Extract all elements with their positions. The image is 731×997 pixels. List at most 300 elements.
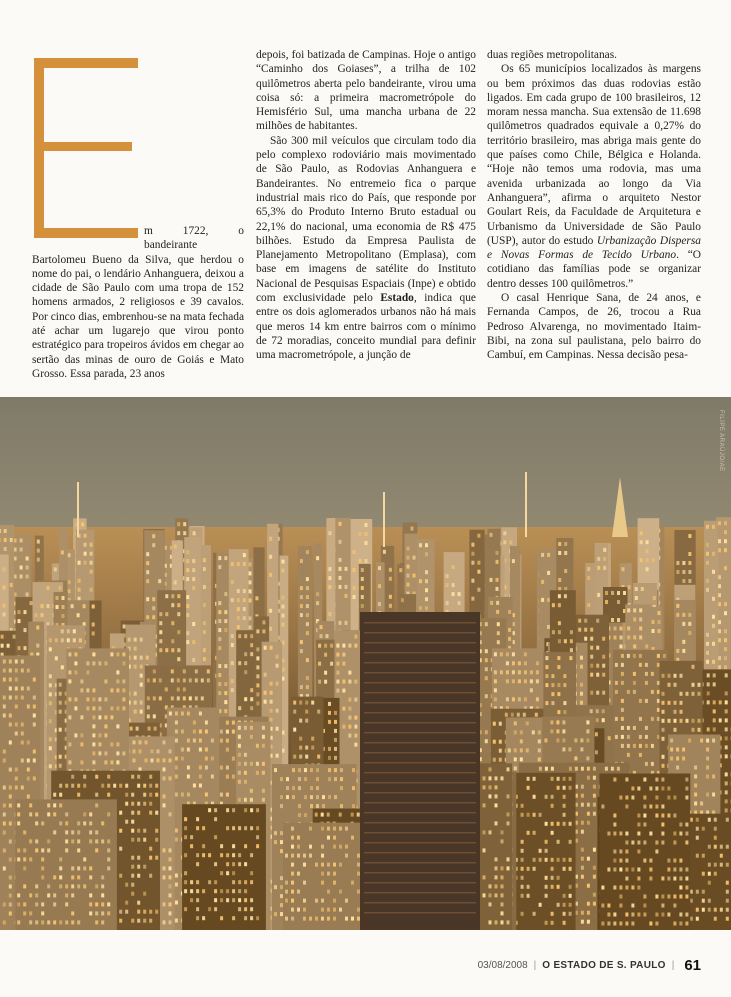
lit-window bbox=[365, 541, 368, 545]
lit-window bbox=[328, 585, 331, 589]
lit-window bbox=[300, 613, 303, 617]
lit-window bbox=[24, 628, 27, 632]
lit-window bbox=[712, 525, 715, 529]
lit-window bbox=[231, 643, 234, 647]
lit-window bbox=[158, 579, 161, 583]
article-column-2 bbox=[256, 48, 476, 363]
lit-window bbox=[218, 637, 221, 641]
lit-window bbox=[339, 558, 342, 562]
paragraph-couple: O casal Henrique Sana, de 24 anos, e Fernanda Campos, de 26, trocou a Rua Pedroso Alvarenga, no movimentado Itaim-Bibi, na zona sul paulistana, pelo bairro do Cambuí, em Campinas. Nessa decisão pesa- bbox=[487, 292, 701, 362]
lit-window bbox=[353, 595, 356, 599]
lit-window bbox=[590, 664, 593, 668]
lit-window bbox=[90, 561, 93, 565]
lit-window bbox=[602, 655, 605, 659]
lit-window bbox=[231, 634, 234, 638]
lit-window bbox=[186, 640, 189, 644]
lit-window bbox=[590, 628, 593, 632]
lit-window bbox=[712, 615, 715, 619]
lit-window bbox=[78, 588, 81, 592]
lit-window bbox=[339, 621, 342, 625]
lit-window bbox=[61, 550, 64, 554]
lit-window bbox=[186, 577, 189, 581]
lit-window bbox=[596, 664, 599, 668]
lit-window bbox=[90, 543, 93, 547]
lit-window bbox=[26, 557, 29, 561]
lit-window bbox=[300, 595, 303, 599]
lit-window bbox=[243, 562, 246, 566]
lit-window bbox=[345, 567, 348, 571]
lit-window bbox=[326, 634, 329, 638]
lit-window bbox=[282, 614, 285, 618]
lit-window bbox=[186, 631, 189, 635]
lit-window bbox=[7, 644, 10, 648]
lit-window bbox=[250, 697, 253, 701]
lit-window bbox=[590, 655, 593, 659]
lit-window bbox=[146, 615, 149, 619]
lit-window bbox=[306, 586, 309, 590]
lit-window bbox=[564, 542, 567, 546]
lit-window bbox=[706, 543, 709, 547]
lit-window bbox=[282, 605, 285, 609]
lit-window bbox=[37, 540, 40, 544]
lit-window bbox=[718, 620, 721, 624]
lit-window bbox=[146, 579, 149, 583]
lit-window bbox=[300, 640, 303, 644]
lit-window bbox=[78, 597, 81, 601]
lit-window bbox=[413, 574, 416, 578]
lit-window bbox=[383, 550, 386, 554]
lit-window bbox=[244, 634, 247, 638]
lit-window bbox=[578, 628, 581, 632]
lit-window bbox=[471, 597, 474, 601]
lit-window bbox=[706, 651, 709, 655]
lit-window bbox=[622, 567, 625, 571]
lit-window bbox=[458, 601, 461, 605]
lit-window bbox=[477, 588, 480, 592]
lit-window bbox=[389, 604, 392, 608]
lit-window bbox=[192, 640, 195, 644]
lit-window bbox=[92, 632, 95, 636]
lit-window bbox=[541, 598, 544, 602]
lit-window bbox=[345, 621, 348, 625]
lit-window bbox=[547, 598, 550, 602]
lit-window bbox=[68, 580, 71, 584]
lit-window bbox=[224, 619, 227, 623]
lit-window bbox=[249, 589, 252, 593]
lit-window bbox=[177, 522, 180, 526]
lit-window bbox=[90, 588, 93, 592]
lit-window bbox=[419, 606, 422, 610]
lit-window bbox=[617, 618, 620, 622]
lit-window bbox=[203, 657, 206, 661]
lit-window bbox=[359, 532, 362, 536]
lit-window bbox=[237, 562, 240, 566]
lit-window bbox=[18, 646, 21, 650]
lit-window bbox=[706, 660, 709, 664]
lit-window bbox=[706, 633, 709, 637]
lit-window bbox=[3, 568, 6, 572]
lit-window bbox=[35, 613, 38, 617]
lit-window bbox=[300, 649, 303, 653]
lit-window bbox=[682, 579, 685, 583]
lit-window bbox=[688, 552, 691, 556]
lit-window bbox=[243, 616, 246, 620]
lit-window bbox=[186, 613, 189, 617]
lit-window bbox=[584, 637, 587, 641]
lit-window bbox=[250, 652, 253, 656]
lit-window bbox=[13, 635, 16, 639]
lit-window bbox=[477, 534, 480, 538]
lit-window bbox=[688, 561, 691, 565]
lit-window bbox=[306, 631, 309, 635]
lit-window bbox=[41, 613, 44, 617]
lit-window bbox=[224, 664, 227, 668]
lit-window bbox=[3, 586, 6, 590]
lit-window bbox=[192, 622, 195, 626]
lit-window bbox=[316, 601, 319, 605]
lit-window bbox=[269, 537, 272, 541]
lit-window bbox=[237, 616, 240, 620]
lit-window bbox=[24, 610, 27, 614]
lit-window bbox=[706, 525, 709, 529]
lit-window bbox=[47, 604, 50, 608]
lit-window bbox=[218, 664, 221, 668]
article-column-3 bbox=[487, 48, 701, 363]
lit-window bbox=[496, 560, 499, 564]
lit-window bbox=[646, 567, 649, 571]
lit-window bbox=[0, 538, 1, 542]
lit-window bbox=[174, 580, 177, 584]
lit-window bbox=[306, 676, 309, 680]
lit-window bbox=[218, 628, 221, 632]
lit-window bbox=[378, 584, 381, 588]
lit-window bbox=[512, 559, 515, 563]
lit-window bbox=[193, 531, 196, 535]
lit-window bbox=[718, 593, 721, 597]
lit-window bbox=[419, 579, 422, 583]
lit-window bbox=[724, 566, 727, 570]
lit-window bbox=[353, 568, 356, 572]
lit-window bbox=[0, 529, 1, 533]
lit-window bbox=[407, 583, 410, 587]
lit-window bbox=[646, 549, 649, 553]
lit-window bbox=[558, 578, 561, 582]
lit-window bbox=[320, 625, 323, 629]
lit-window bbox=[218, 601, 221, 605]
lit-window bbox=[250, 634, 253, 638]
lit-window bbox=[186, 604, 189, 608]
lit-window bbox=[192, 586, 195, 590]
lit-window bbox=[54, 567, 57, 571]
lit-window bbox=[378, 602, 381, 606]
lit-window bbox=[177, 531, 180, 535]
lit-window bbox=[320, 634, 323, 638]
lit-window bbox=[646, 540, 649, 544]
lit-window bbox=[92, 605, 95, 609]
lit-window bbox=[724, 539, 727, 543]
lit-window bbox=[446, 574, 449, 578]
lit-window bbox=[218, 646, 221, 650]
lit-window bbox=[192, 658, 195, 662]
lit-window bbox=[603, 566, 606, 570]
lit-window bbox=[224, 556, 227, 560]
lit-window bbox=[596, 646, 599, 650]
lit-window bbox=[597, 557, 600, 561]
lit-window bbox=[183, 522, 186, 526]
lit-window bbox=[243, 589, 246, 593]
lit-window bbox=[353, 550, 356, 554]
lit-window bbox=[152, 534, 155, 538]
lit-window bbox=[718, 548, 721, 552]
lit-window bbox=[244, 661, 247, 665]
lit-window bbox=[306, 658, 309, 662]
lit-window bbox=[318, 680, 321, 684]
lit-window bbox=[628, 585, 631, 589]
lit-window bbox=[24, 646, 27, 650]
lit-window bbox=[249, 571, 252, 575]
lit-window bbox=[324, 653, 327, 657]
lit-window bbox=[300, 685, 303, 689]
lit-window bbox=[399, 568, 402, 572]
lit-window bbox=[203, 558, 206, 562]
lit-window bbox=[306, 622, 309, 626]
lit-window bbox=[243, 607, 246, 611]
lit-window bbox=[407, 556, 410, 560]
lit-window bbox=[146, 561, 149, 565]
lit-window bbox=[243, 553, 246, 557]
lit-window bbox=[724, 656, 727, 660]
lit-window bbox=[458, 592, 461, 596]
lit-window bbox=[339, 540, 342, 544]
lit-window bbox=[688, 534, 691, 538]
lit-window bbox=[84, 543, 87, 547]
lit-window bbox=[603, 548, 606, 552]
lit-window bbox=[316, 592, 319, 596]
lit-window bbox=[477, 561, 480, 565]
lit-window bbox=[620, 636, 623, 640]
lit-window bbox=[496, 551, 499, 555]
lit-window bbox=[452, 592, 455, 596]
lit-window bbox=[361, 595, 364, 599]
lit-window bbox=[718, 629, 721, 633]
lit-window bbox=[712, 624, 715, 628]
drop-cap-letter bbox=[32, 54, 140, 246]
lit-window bbox=[712, 552, 715, 556]
lit-window bbox=[718, 665, 721, 669]
lit-window bbox=[237, 625, 240, 629]
lit-window bbox=[20, 566, 23, 570]
lit-window bbox=[411, 527, 414, 531]
lit-window bbox=[706, 588, 709, 592]
lit-window bbox=[446, 601, 449, 605]
lit-window bbox=[84, 534, 87, 538]
lit-window bbox=[490, 578, 493, 582]
lit-window bbox=[152, 606, 155, 610]
lit-window bbox=[152, 543, 155, 547]
lit-window bbox=[26, 575, 29, 579]
city-skyline-illustration bbox=[0, 397, 731, 930]
lit-window bbox=[339, 567, 342, 571]
lit-window bbox=[724, 521, 727, 525]
lit-window bbox=[269, 609, 272, 613]
lit-window bbox=[306, 550, 309, 554]
lit-window bbox=[183, 531, 186, 535]
lit-window bbox=[603, 557, 606, 561]
lit-window bbox=[597, 566, 600, 570]
lit-window bbox=[36, 626, 39, 630]
lit-window bbox=[407, 547, 410, 551]
lit-window bbox=[425, 570, 428, 574]
lit-window bbox=[47, 586, 50, 590]
lit-window bbox=[446, 583, 449, 587]
lit-window bbox=[584, 619, 587, 623]
lit-window bbox=[186, 595, 189, 599]
lit-window bbox=[224, 682, 227, 686]
lit-window bbox=[724, 530, 727, 534]
lit-window bbox=[640, 540, 643, 544]
lit-window bbox=[425, 552, 428, 556]
lit-window bbox=[218, 673, 221, 677]
lit-window bbox=[237, 598, 240, 602]
lit-window bbox=[59, 586, 62, 590]
lit-window bbox=[123, 625, 126, 629]
lit-window bbox=[84, 561, 87, 565]
lit-window bbox=[186, 550, 189, 554]
lit-window bbox=[712, 660, 715, 664]
lit-window bbox=[676, 561, 679, 565]
lit-window bbox=[250, 643, 253, 647]
lit-window bbox=[425, 579, 428, 583]
lit-window bbox=[724, 611, 727, 615]
lit-window bbox=[324, 671, 327, 675]
lit-window bbox=[77, 613, 80, 617]
lit-window bbox=[4, 529, 7, 533]
lit-window bbox=[237, 607, 240, 611]
lit-window bbox=[724, 665, 727, 669]
lit-window bbox=[590, 646, 593, 650]
lit-window bbox=[620, 627, 623, 631]
lit-window bbox=[503, 540, 506, 544]
lit-window bbox=[203, 648, 206, 652]
lit-window bbox=[71, 604, 74, 608]
lit-window bbox=[30, 601, 33, 605]
lit-window bbox=[590, 673, 593, 677]
lit-window bbox=[605, 600, 608, 604]
drop-cap-e-shape bbox=[32, 54, 140, 246]
lit-window bbox=[244, 670, 247, 674]
lit-window bbox=[90, 570, 93, 574]
lit-window bbox=[477, 570, 480, 574]
lit-window bbox=[4, 547, 7, 551]
lit-window bbox=[238, 706, 241, 710]
lit-window bbox=[365, 532, 368, 536]
lit-window bbox=[623, 591, 626, 595]
lit-window bbox=[1, 644, 4, 648]
lit-window bbox=[389, 595, 392, 599]
lit-window bbox=[365, 523, 368, 527]
lit-window bbox=[231, 679, 234, 683]
lit-window bbox=[596, 673, 599, 677]
lit-window bbox=[724, 548, 727, 552]
lit-window bbox=[218, 610, 221, 614]
lit-window bbox=[547, 571, 550, 575]
lit-window bbox=[425, 588, 428, 592]
lit-window bbox=[718, 539, 721, 543]
lit-window bbox=[231, 562, 234, 566]
lit-window bbox=[558, 542, 561, 546]
lit-window bbox=[640, 558, 643, 562]
lit-window bbox=[81, 522, 84, 526]
lit-window bbox=[218, 682, 221, 686]
lit-window bbox=[425, 543, 428, 547]
lit-window bbox=[330, 644, 333, 648]
lit-window bbox=[1, 635, 4, 639]
lit-window bbox=[547, 553, 550, 557]
city-night-photo bbox=[0, 397, 731, 930]
lit-window bbox=[282, 569, 285, 573]
paragraph-continuation-2: duas regiões metropolitanas. bbox=[487, 49, 618, 61]
lit-window bbox=[224, 628, 227, 632]
lit-window bbox=[146, 597, 149, 601]
lit-window bbox=[611, 618, 614, 622]
lit-window bbox=[3, 613, 6, 617]
lit-window bbox=[269, 573, 272, 577]
lit-window bbox=[237, 589, 240, 593]
lit-window bbox=[238, 661, 241, 665]
lit-window bbox=[547, 625, 550, 629]
lit-window bbox=[306, 613, 309, 617]
lit-window bbox=[146, 552, 149, 556]
lit-window bbox=[611, 591, 614, 595]
lit-window bbox=[328, 576, 331, 580]
lit-window bbox=[192, 577, 195, 581]
lit-window bbox=[452, 583, 455, 587]
lit-window bbox=[602, 637, 605, 641]
lit-window bbox=[174, 544, 177, 548]
lit-window bbox=[584, 628, 587, 632]
lit-window bbox=[328, 612, 331, 616]
lit-window bbox=[425, 597, 428, 601]
lit-window bbox=[712, 597, 715, 601]
lit-window bbox=[186, 559, 189, 563]
lit-window bbox=[503, 531, 506, 535]
lit-window bbox=[20, 539, 23, 543]
lit-window bbox=[365, 559, 368, 563]
paragraph-municipalities: Os 65 municípios localizados às margens ou bem próximos das duas rodovias estão ligados. Em cada grupo de 100 brasileiros, 12 moram nessa mancha. Sua extensão de 11.698 quilômetros quadrados equivale a 0,27% do território brasileiro, mas abriga mais gente do que países como Chile, Bélgica e Holanda. “Hoje não temos uma rodovia, mas uma avenida urbanizada ao longo da Via Anhanguera”, afirma o arquiteto Nestor Goulart Reis, da Faculdade de Arquitetura e Urbanismo da Universidade de São Paulo (USP), autor do estudo Urbanização Dispersa e Novas Formas de Tecido Urbano. “O cotidiano das famílias pode se organizar dentro desses 100 quilômetros.” bbox=[487, 63, 701, 290]
lit-window bbox=[361, 568, 364, 572]
lit-window bbox=[496, 587, 499, 591]
lit-window bbox=[218, 565, 221, 569]
lit-window bbox=[282, 560, 285, 564]
lit-window bbox=[718, 575, 721, 579]
lit-window bbox=[652, 558, 655, 562]
lit-window bbox=[328, 531, 331, 535]
lit-window bbox=[41, 604, 44, 608]
lit-window bbox=[617, 591, 620, 595]
lit-window bbox=[324, 680, 327, 684]
lit-window bbox=[26, 593, 29, 597]
lit-window bbox=[682, 570, 685, 574]
lit-window bbox=[676, 570, 679, 574]
lit-window bbox=[602, 664, 605, 668]
lit-window bbox=[564, 569, 567, 573]
lit-window bbox=[614, 627, 617, 631]
lit-window bbox=[602, 691, 605, 695]
lit-window bbox=[282, 596, 285, 600]
lit-window bbox=[339, 522, 342, 526]
paragraph-vehicles: São 300 mil veículos que circulam todo dia pelo complexo rodoviário mais movimentado de São Paulo, as Rodovias Anhanguera e Bandeirantes. No entremeio fica o parque industrial mais rico do País, que responde por 65,3% do Produto Interno Bruto estadual ou 22,1% do nacional, uma economia de R$ 475 bilhões. Estudo da Empresa Paulista de Planejamento Metropolitano (Emplasa), com base em imagens de satélite do Instituto Nacional de Pesquisas Espaciais (Inpe) e obtido com exclusividade pelo Estado, indica que entre os dois aglomerados urbanos não há mais que meros 14 km entre bairros com o mínimo de 72 moradias, conceito mundial para definir uma macrometrópole, a junção de bbox=[256, 134, 476, 362]
article-column-1 bbox=[32, 48, 244, 381]
